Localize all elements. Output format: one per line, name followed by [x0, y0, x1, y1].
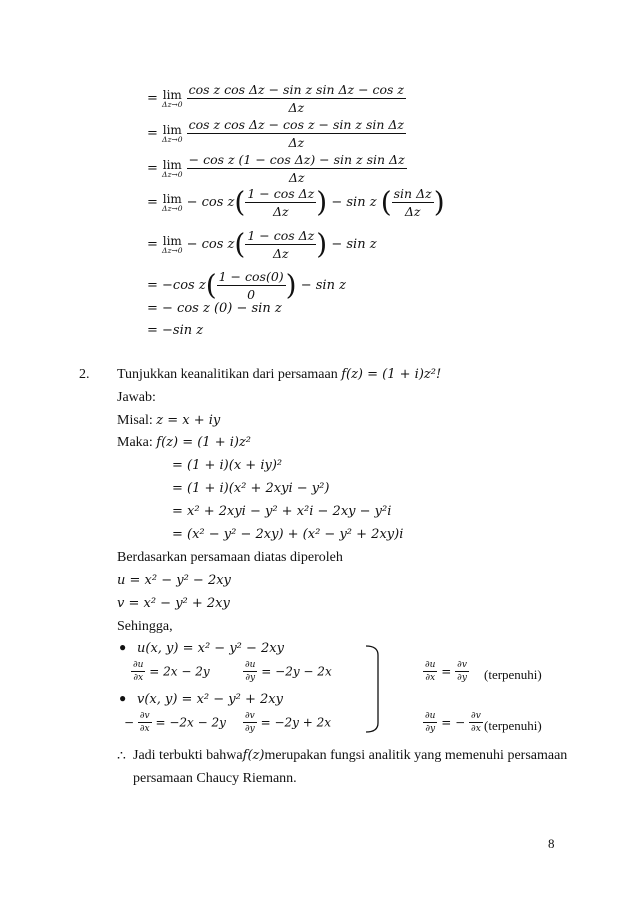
- derivation-line-8: = −sin z: [147, 323, 204, 338]
- right-brace-icon: [364, 645, 382, 733]
- numerator: ∂u: [133, 660, 144, 670]
- fraction: [187, 82, 406, 115]
- partial-u-y: [243, 660, 332, 683]
- lim-word: lim: [162, 122, 182, 137]
- lim-word: lim: [162, 157, 182, 172]
- right-paren: ): [433, 185, 445, 219]
- denominator: 0: [247, 287, 256, 302]
- bullet-icon: ●: [119, 640, 127, 654]
- lim-subscript: Δz→0: [162, 203, 183, 213]
- partial-value: = −2x − 2y: [155, 715, 226, 730]
- term: − cos z: [186, 195, 235, 210]
- prompt-math: f(z) = (1 + i)z²!: [341, 367, 442, 382]
- numerator: cos z cos Δz − sin z sin Δz − cos z: [188, 82, 405, 97]
- term: − cos z: [186, 237, 235, 252]
- derivation-line-1: [147, 82, 406, 115]
- misal-label: Misal:: [117, 413, 153, 428]
- fraction: [392, 186, 434, 219]
- right-paren: ): [285, 268, 297, 302]
- right-paren: ): [316, 227, 328, 261]
- conclusion-text-b: merupakan fungsi analitik yang memenuhi persamaan: [264, 748, 568, 763]
- term: − sin z: [331, 195, 377, 210]
- equals-sign: =: [147, 161, 158, 176]
- expansion-step-3: = x² + 2xyi − y² + x²i − 2xy − y²i: [172, 504, 392, 519]
- left-paren: (: [234, 185, 246, 219]
- numerator: sin Δz: [393, 186, 432, 201]
- numerator: ∂v: [457, 660, 467, 670]
- fraction: [187, 152, 407, 185]
- fraction: [243, 660, 257, 683]
- lim-word: lim: [162, 191, 182, 206]
- partial-v-y: [243, 711, 331, 734]
- derivation-line-6: [147, 269, 346, 302]
- bullet-icon: ●: [119, 691, 127, 705]
- lim-subscript: Δz→0: [162, 134, 183, 144]
- misal-math: z = x + iy: [156, 413, 221, 428]
- limit-operator: [162, 235, 182, 255]
- denominator: ∂y: [457, 673, 467, 683]
- term: = −cos z: [147, 278, 206, 293]
- fraction: [138, 711, 152, 734]
- u-equation: u = x² − y² − 2xy: [117, 573, 231, 588]
- denominator: ∂y: [425, 724, 436, 734]
- denominator: ∂x: [139, 724, 150, 734]
- based-on-text: Berdasarkan persamaan diatas diperoleh: [117, 550, 343, 565]
- bullet-v-function: v(x, y) = x² − y² + 2xy: [137, 692, 283, 707]
- derivation-line-2: [147, 117, 406, 150]
- expansion-step-4: = (x² − y² − 2xy) + (x² − y² + 2xy)i: [172, 527, 404, 542]
- partial-value: = 2x − 2y: [149, 664, 210, 679]
- limit-operator: [162, 124, 182, 144]
- equals-sign: =: [441, 664, 452, 679]
- numerator: ∂v: [245, 711, 255, 721]
- equals-sign: =: [147, 237, 158, 252]
- denominator: Δz: [288, 170, 305, 185]
- denominator: ∂x: [133, 673, 144, 683]
- terpenuhi-label-2: (terpenuhi): [484, 718, 542, 733]
- lim-subscript: Δz→0: [162, 99, 183, 109]
- answer-label: Jawab:: [117, 390, 156, 405]
- misal-line: [117, 413, 220, 429]
- numerator: ∂v: [139, 711, 150, 721]
- denominator: ∂y: [245, 673, 256, 683]
- v-equation: v = x² − y² + 2xy: [117, 596, 230, 611]
- partial-u-x: [131, 660, 210, 683]
- right-paren: ): [316, 185, 328, 219]
- denominator: ∂y: [245, 724, 255, 734]
- prompt-text: Tunjukkan keanalitikan dari persamaan: [117, 367, 338, 382]
- problem-number: 2.: [79, 367, 90, 382]
- fraction: [131, 660, 145, 683]
- fraction: [423, 660, 437, 683]
- limit-operator: [162, 193, 182, 213]
- denominator: Δz: [288, 135, 305, 150]
- denominator: ∂x: [425, 673, 436, 683]
- therefore-icon: ∴: [117, 749, 126, 764]
- fraction: [469, 711, 483, 734]
- bullet-u-function: u(x, y) = x² − y² − 2xy: [137, 641, 284, 656]
- numerator: cos z cos Δz − cos z − sin z sin Δz: [188, 117, 405, 132]
- equals-sign: =: [147, 195, 158, 210]
- numerator: ∂u: [425, 711, 436, 721]
- fraction: [217, 269, 286, 302]
- denominator: Δz: [273, 204, 289, 219]
- limit-operator: [162, 89, 182, 109]
- equals-minus-sign: = −: [441, 715, 466, 730]
- numerator: 1 − cos(0): [218, 269, 284, 284]
- partial-value: = −2y − 2x: [261, 664, 332, 679]
- expansion-step-1: = (1 + i)(x + iy)²: [172, 458, 283, 473]
- left-paren: (: [234, 227, 246, 261]
- fraction: [245, 186, 316, 219]
- numerator: ∂u: [425, 660, 436, 670]
- limit-operator: [162, 159, 182, 179]
- equals-sign: =: [147, 126, 158, 141]
- denominator: Δz: [288, 100, 305, 115]
- derivation-line-4: [147, 186, 445, 219]
- maka-math: f(z) = (1 + i)z²: [156, 435, 252, 450]
- lim-subscript: Δz→0: [162, 245, 183, 255]
- maka-line: [117, 435, 251, 451]
- numerator: ∂v: [471, 711, 481, 721]
- cauchy-riemann-condition-1: [423, 660, 469, 683]
- lim-word: lim: [162, 233, 182, 248]
- numerator: 1 − cos Δz: [247, 186, 315, 201]
- partial-value: = −2y + 2x: [260, 715, 332, 730]
- problem-prompt: [117, 367, 441, 383]
- equals-sign: =: [147, 91, 158, 106]
- numerator: 1 − cos Δz: [247, 228, 315, 243]
- fraction: [187, 117, 406, 150]
- left-paren: (: [380, 185, 392, 219]
- cauchy-riemann-condition-2: [423, 711, 483, 734]
- denominator: Δz: [404, 204, 421, 219]
- fraction: [455, 660, 469, 683]
- lim-subscript: Δz→0: [162, 169, 183, 179]
- expansion-step-2: = (1 + i)(x² + 2xyi − y²): [172, 481, 330, 496]
- left-paren: (: [205, 268, 217, 302]
- page-number: 8: [548, 836, 555, 851]
- numerator: − cos z (1 − cos Δz) − sin z sin Δz: [188, 152, 405, 167]
- terpenuhi-label-1: (terpenuhi): [484, 667, 542, 682]
- derivation-line-3: [147, 152, 407, 185]
- denominator: Δz: [273, 246, 289, 261]
- fraction: [245, 228, 316, 261]
- fraction: [423, 711, 437, 734]
- partial-v-x: [124, 711, 226, 734]
- conclusion-text-a: Jadi terbukti bahwa: [133, 748, 243, 763]
- conclusion-math: f(z): [242, 748, 265, 763]
- numerator: ∂u: [245, 660, 256, 670]
- conclusion-line-1: [133, 748, 568, 764]
- minus-sign: −: [124, 715, 135, 730]
- conclusion-line-2: persamaan Chaucy Riemann.: [133, 771, 297, 786]
- term: − sin z: [300, 278, 346, 293]
- sehingga-label: Sehingga,: [117, 619, 173, 634]
- lim-word: lim: [162, 87, 182, 102]
- denominator: ∂x: [471, 724, 481, 734]
- derivation-line-5: [147, 228, 377, 261]
- fraction: [243, 711, 257, 734]
- maka-label: Maka:: [117, 435, 153, 450]
- derivation-line-7: = − cos z (0) − sin z: [147, 301, 282, 316]
- term: − sin z: [331, 237, 377, 252]
